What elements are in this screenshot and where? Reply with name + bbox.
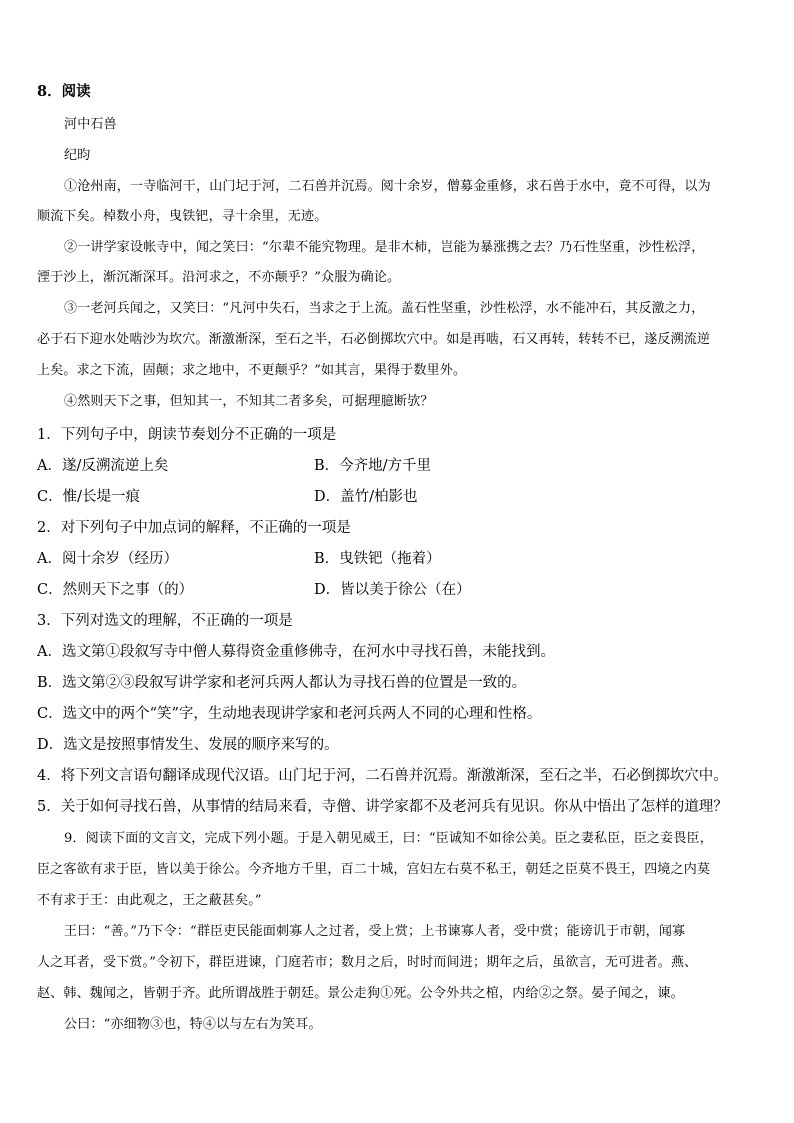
q1-option-a: A．遂/反溯流逆上矣: [37, 458, 169, 474]
passage-author: 纪昀: [64, 148, 91, 163]
passage-p4-line1: ④然则天下之事，但知其一，不知其二者多矣，可据理臆断欤？: [64, 394, 434, 409]
q2-option-a: A．阅十余岁（经历）: [37, 551, 178, 567]
q3-option-d: D．选文是按照事情发生、发展的顺序来写的。: [37, 737, 339, 753]
q2-option-b: B．曳铁钯（拖着）: [314, 551, 441, 567]
q3-option-a: A．选文第①段叙写寺中僧人募得资金重修佛寺，在河水中寻找石兽，未能找到。: [37, 644, 555, 660]
q4-stem: 4．将下列文言语句翻译成现代汉语。山门圮于河，二石兽并沉焉。渐激渐深，至石之半，石必倒掷坎穴中。: [37, 768, 728, 784]
q1-option-c: C．惟/长堤一痕: [37, 489, 140, 505]
q9-line1: 9．阅读下面的文言文，完成下列小题。于是入朝见威王，曰：“臣诚知不如徐公美。臣之妻私臣，臣之妾畏臣，: [64, 831, 713, 846]
q1-stem: 1．下列句子中，朗读节奏划分不正确的一项是: [37, 427, 337, 443]
q2-option-d: D．皆以美于徐公（在）: [314, 582, 471, 598]
passage-p2-line2: 湮于沙上，渐沉渐深耳。沿河求之，不亦颠乎？”众服为确论。: [37, 270, 401, 285]
passage-p3-line2: 必于石下迎水处啮沙为坎穴。渐激渐深，至石之半，石必倒掷坎穴中。如是再啮，石又再转，转转不已，遂反溯流逆: [37, 332, 711, 347]
q5-stem: 5．关于如何寻找石兽，从事情的结局来看，寺僧、讲学家都不及老河兵有见识。你从中悟出了怎样的道理？: [37, 799, 728, 815]
q3-option-b: B．选文第②③段叙写讲学家和老河兵两人都认为寻找石兽的位置是一致的。: [37, 675, 527, 691]
q9-line5: 人之耳者，受下赏。”令初下，群臣进谏，门庭若市；数月之后，时时而间进；期年之后，虽欲言，无可进者。燕、: [37, 955, 698, 970]
q2-stem: 2．对下列句子中加点词的解释，不正确的一项是: [37, 520, 351, 536]
passage-p1-line1: ①沧州南，一寺临河干，山门圮于河，二石兽并沉焉。阅十余岁，僧募金重修，求石兽于水中，竟不可得，以为: [64, 179, 711, 194]
q9-line6: 赵、韩、魏闻之，皆朝于齐。此所谓战胜于朝廷。景公走狗①死。公令外共之棺，内给②之祭。晏子闻之，谏。: [37, 986, 684, 1001]
q3-option-c: C．选文中的两个“笑”字，生动地表现讲学家和老河兵两人不同的心理和性格。: [37, 706, 542, 722]
q9-line7: 公曰：“亦细物③也，特④以与左右为笑耳。: [64, 1017, 322, 1032]
passage-p1-line2: 顺流下矣。棹数小舟，曳铁钯，寻十余里，无迹。: [37, 209, 328, 224]
q2-option-c: C．然则天下之事（的）: [37, 582, 194, 598]
q3-stem: 3．下列对选文的理解，不正确的一项是: [37, 613, 293, 629]
passage-p3-line3: 上矣。求之下流，固颠；求之地中，不更颠乎？”如其言，果得于数里外。: [37, 363, 467, 378]
q9-line2: 臣之客欲有求于臣，皆以美于徐公。今齐地方千里，百二十城，宫妇左右莫不私王，朝廷之臣莫不畏王，四境之内莫: [37, 862, 711, 877]
q1-option-b: B．今齐地/方千里: [314, 458, 432, 474]
passage-title: 河中石兽: [64, 117, 117, 132]
q9-line3: 不有求于王：由此观之，王之蔽甚矣。”: [37, 893, 262, 908]
q9-line4: 王曰：“善。”乃下令：“群臣吏民能面刺寡人之过者，受上赏；上书谏寡人者，受中赏；能谤讥于市朝，闻寡: [64, 924, 686, 939]
passage-p2-line1: ②一讲学家设帐寺中，闻之笑曰：“尔辈不能究物理。是非木柿，岂能为暴涨携之去？乃石性坚重，沙性松浮，: [64, 240, 705, 255]
q8-heading: 8．阅读: [37, 83, 91, 100]
q1-option-d: D．盖竹/柏影也: [314, 489, 418, 505]
passage-p3-line1: ③一老河兵闻之，又笑曰：“凡河中失石，当求之于上流。盖石性坚重，沙性松浮，水不能冲石，其反激之力，: [64, 301, 705, 316]
